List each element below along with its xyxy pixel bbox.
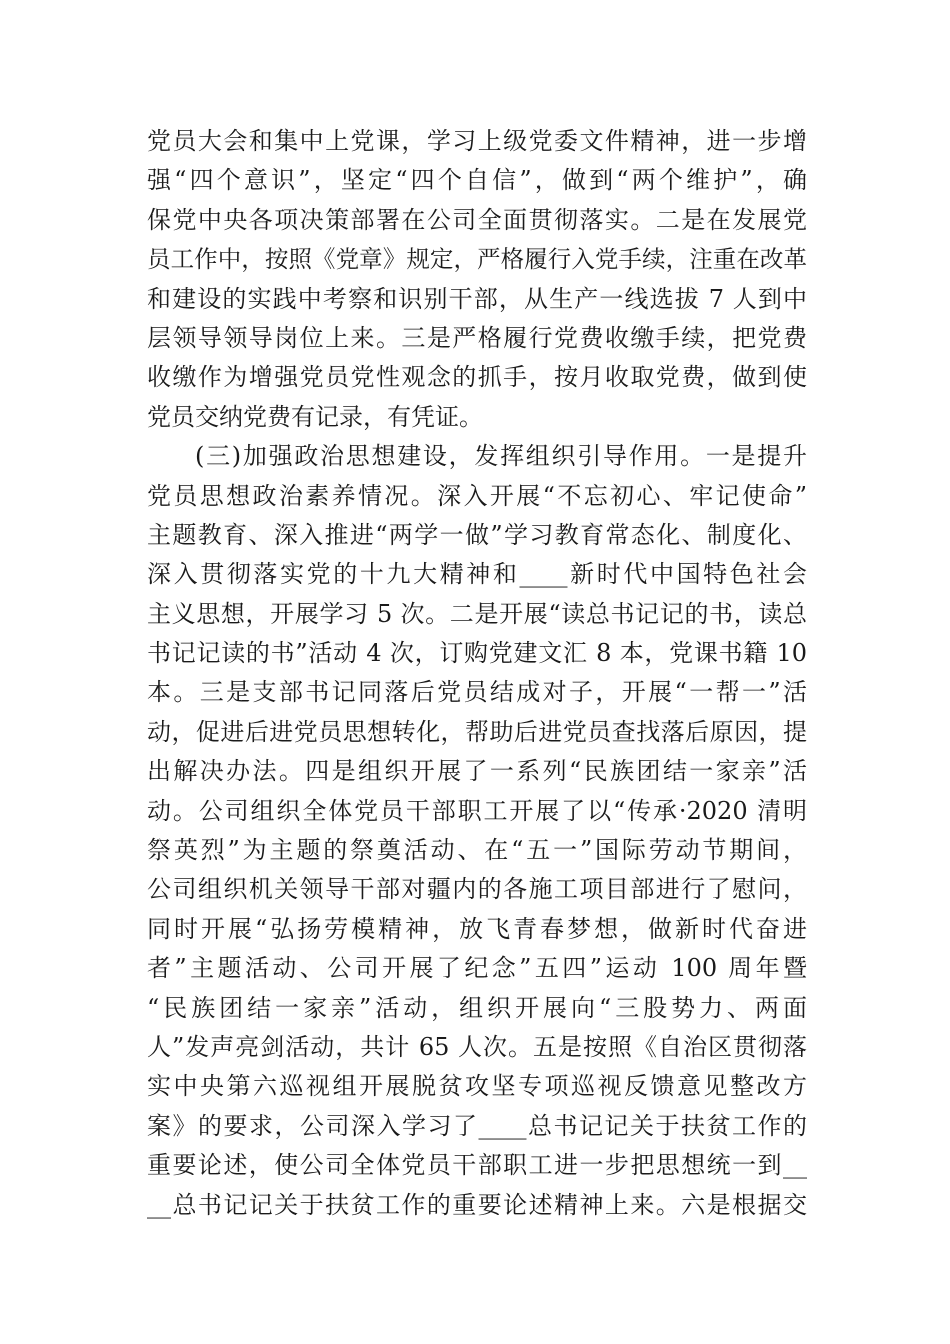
text-line: 同时开展“弘扬劳模精神，放飞青春梦想，做新时代奋进 [147,914,807,943]
text-line: 党员大会和集中上党课，学习上级党委文件精神，进一步增 [147,127,807,155]
text-line: 深入贯彻落实党的十九大精神和____新时代中国特色社会 [147,560,807,589]
text-line: 祭英烈”为主题的祭奠活动、在“五一”国际劳动节期间， [147,836,807,865]
text-line: 保党中央各项决策部署在公司全面贯彻落实。二是在发展党 [147,205,807,234]
text-line: 出解决办法。四是组织开展了一系列“民族团结一家亲”活 [147,757,807,786]
text-line: 党员交纳党费有记录，有凭证。 [147,402,483,431]
text-line: 重要论述，使公司全体党员干部职工进一步把思想统一到__ [147,1151,807,1180]
text-line: (三)加强政治思想建设，发挥组织引导作用。一是提升 [195,442,807,471]
text-line: __总书记记关于扶贫工作的重要论述精神上来。六是根据交 [147,1190,807,1219]
text-line: 公司组织机关领导干部对疆内的各施工项目部进行了慰问， [147,875,807,904]
text-line: 者”主题活动、公司开展了纪念”五四”运动 100 周年暨 [147,954,807,983]
text-line: 书记记读的书”活动 4 次，订购党建文汇 8 本，党课书籍 10 [147,639,807,668]
body-text [147,122,807,1225]
text-line: 人”发声亮剑活动，共计 65 人次。五是按照《自治区贯彻落 [147,1032,807,1061]
text-line: 动，促进后进党员思想转化，帮助后进党员查找落后原因，提 [147,717,807,746]
text-line: “民族团结一家亲”活动，组织开展向“三股势力、两面 [147,993,807,1022]
text-line: 和建设的实践中考察和识别干部，从生产一线选拔 7 人到中 [147,284,807,313]
text-line: 党员思想政治素养情况。深入开展“不忘初心、牢记使命” [147,481,807,510]
text-line: 实中央第六巡视组开展脱贫攻坚专项巡视反馈意见整改方 [147,1072,807,1101]
text-line: 收缴作为增强党员党性观念的抓手，按月收取党费，做到使 [147,363,807,392]
text-line: 员工作中，按照《党章》规定，严格履行入党手续，注重在改革 [147,245,807,274]
text-line: 案》的要求，公司深入学习了____总书记记关于扶贫工作的 [147,1111,807,1140]
text-line: 层领导领导岗位上来。三是严格履行党费收缴手续，把党费 [147,323,807,352]
text-line: 主义思想，开展学习 5 次。二是开展“读总书记记的书，读总 [147,599,807,628]
text-line: 主题教育、深入推进“两学一做”学习教育常态化、制度化、 [147,520,807,549]
text-line: 强“四个意识”，坚定“四个自信”，做到“两个维护”，确 [147,166,807,195]
text-line: 本。三是支部书记同落后党员结成对子，开展“一帮一”活 [147,678,807,707]
text-line: 动。公司组织全体党员干部职工开展了以“传承·2020 清明 [147,796,807,825]
